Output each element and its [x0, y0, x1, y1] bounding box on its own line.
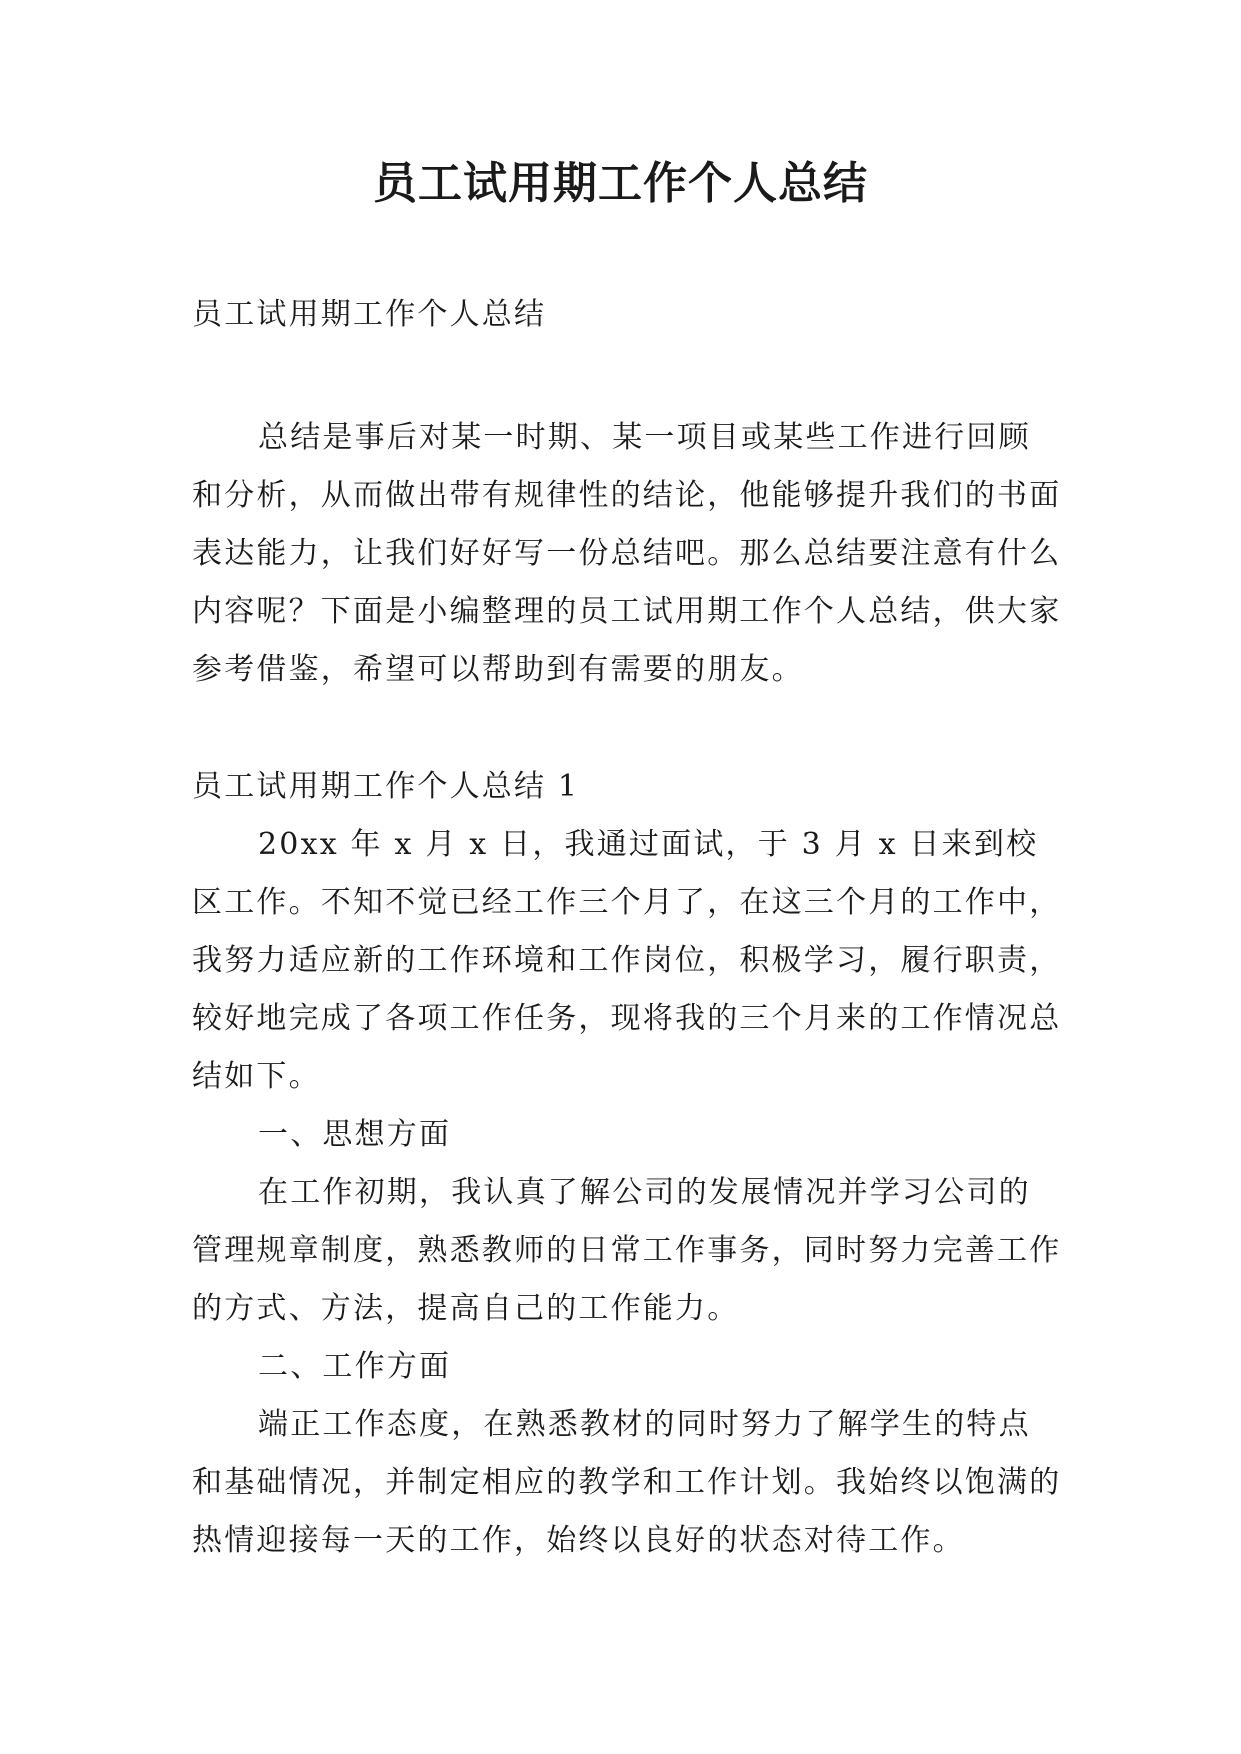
- body-paragraph: 在工作初期，我认真了解公司的发展情况并学习公司的管理规章制度，熟悉教师的日常工作事务，同时努力完善工作的方式、方法，提高自己的工作能力。: [192, 1175, 1062, 1326]
- intro-paragraph: 总结是事后对某一时期、某一项目或某些工作进行回顾和分析，从而做出带有规律性的结论，他能够提升我们的书面表达能力，让我们好好写一份总结吧。那么总结要注意有什么内容呢？下面是小编整理的员工试用期工作个人总结，供大家参考借鉴，希望可以帮助到有需要的朋友。: [192, 420, 1062, 687]
- document-subtitle: 员工试用期工作个人总结: [192, 297, 547, 332]
- subsection-heading: 一、思想方面: [258, 1117, 452, 1152]
- section-heading: 员工试用期工作个人总结 1: [192, 769, 580, 804]
- body-paragraph: 20xx 年 x 月 x 日，我通过面试，于 3 月 x 日来到校区工作。不知不觉已经工作三个月了，在这三个月的工作中，我努力适应新的工作环境和工作岗位，积极学习，履行职责，较好地完成了各项工作任务，现将我的三个月来的工作情况总结如下。: [192, 827, 1062, 1094]
- section-1: [192, 758, 1062, 1570]
- body-paragraph: 端正工作态度，在熟悉教材的同时努力了解学生的特点和基础情况，并制定相应的教学和工作计划。我始终以饱满的热情迎接每一天的工作，始终以良好的状态对待工作。: [192, 1407, 1062, 1558]
- document-title: 员工试用期工作个人总结: [373, 158, 868, 209]
- subsection-heading: 二、工作方面: [258, 1349, 452, 1384]
